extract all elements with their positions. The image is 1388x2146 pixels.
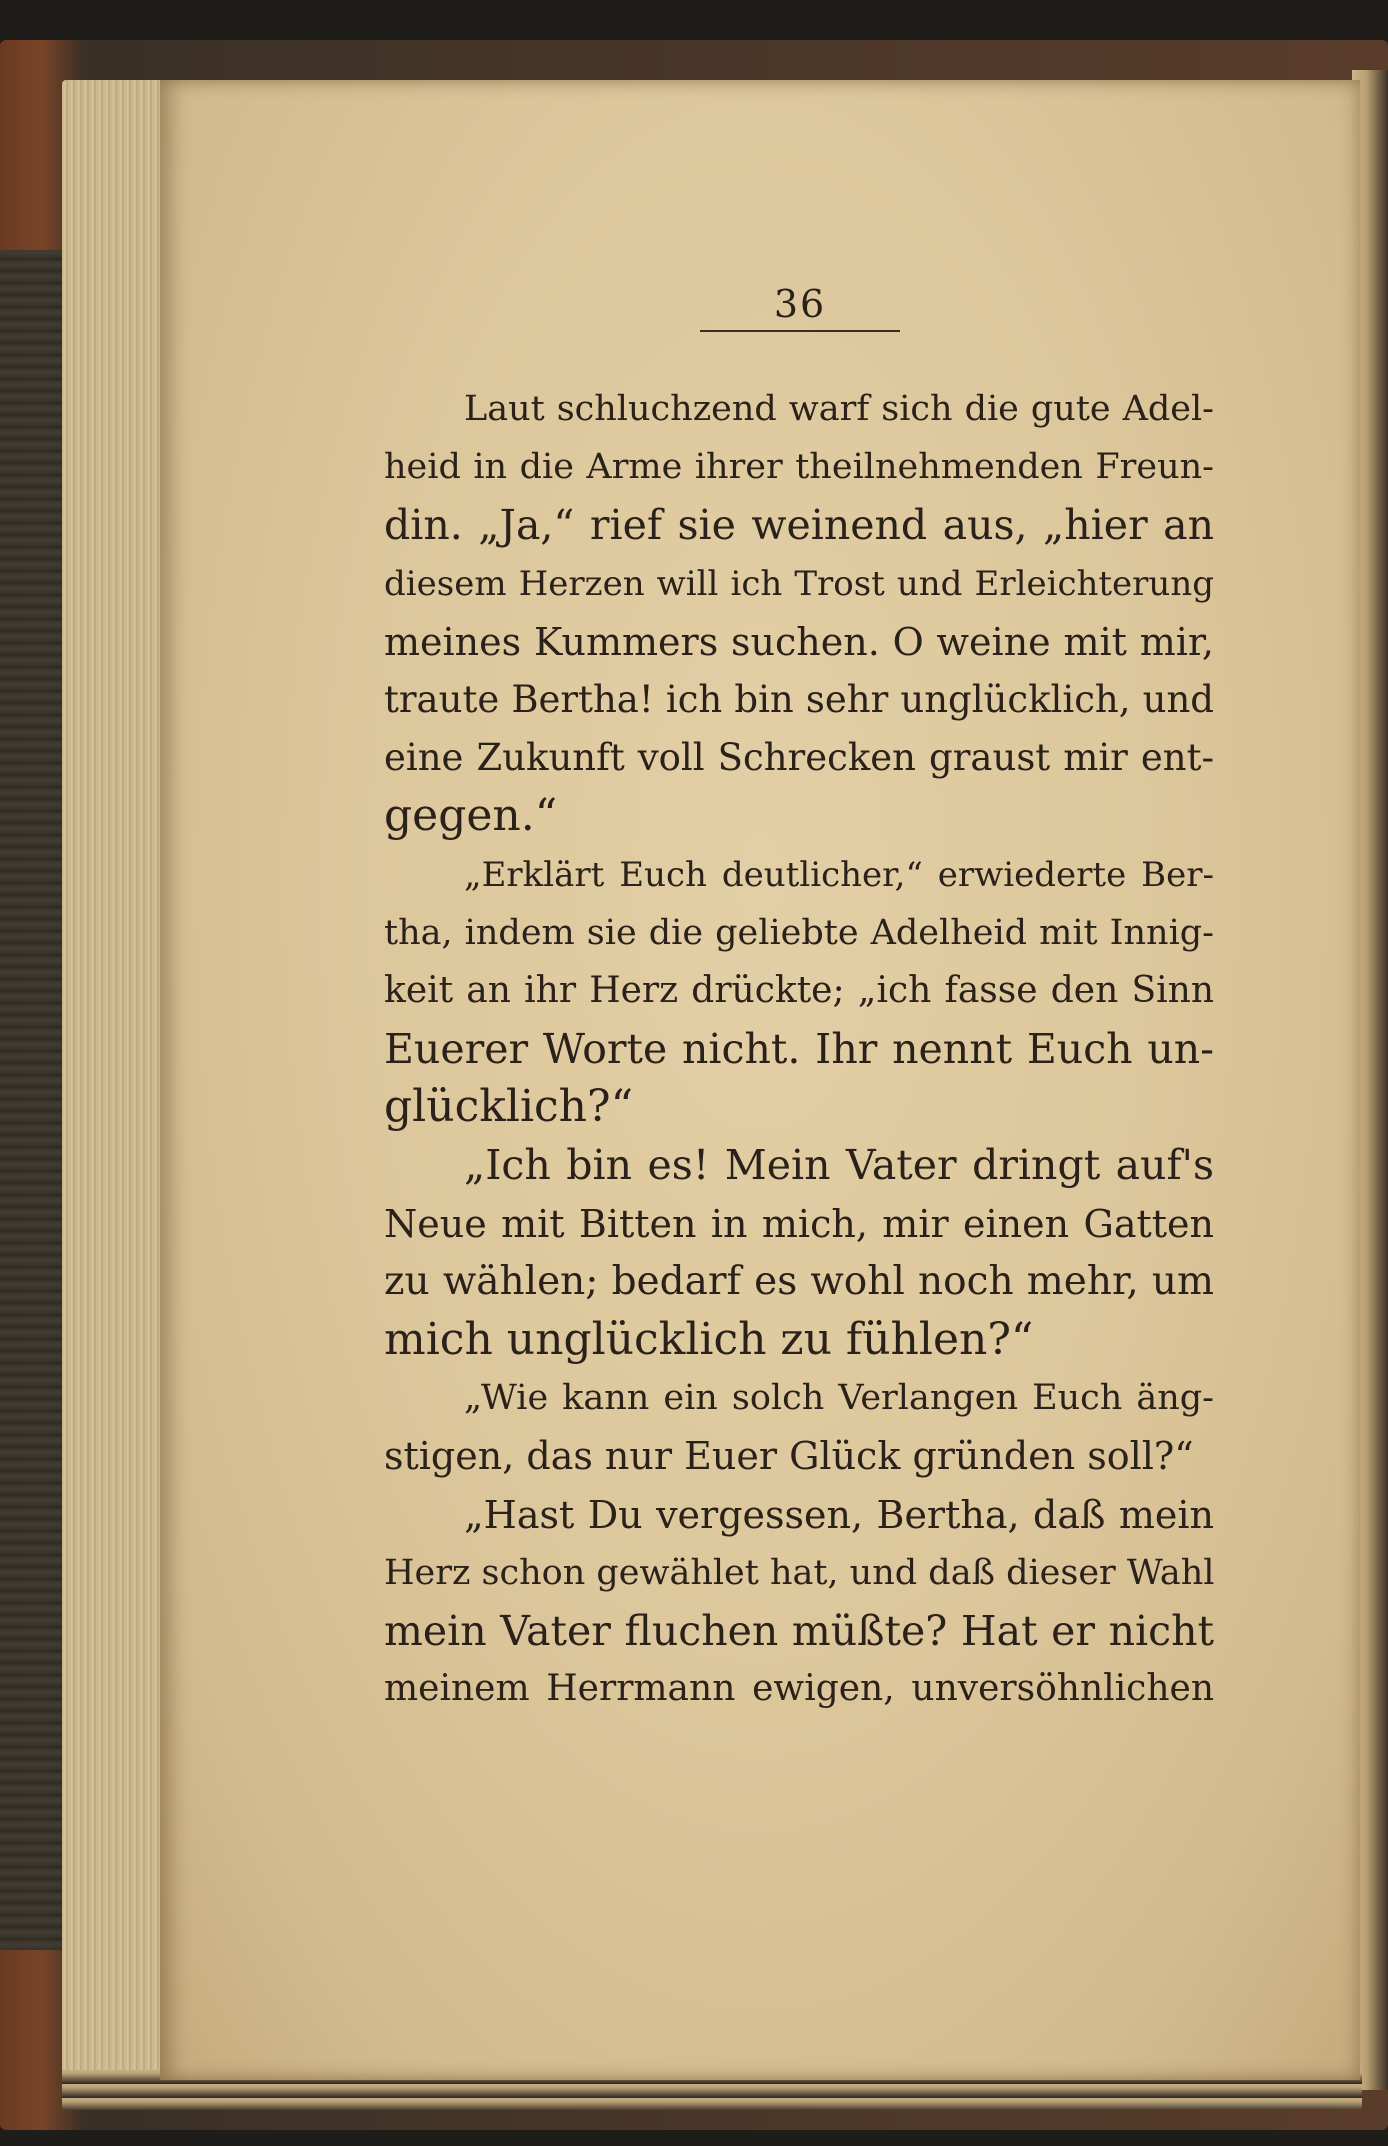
book-spine-edge [0, 250, 70, 1950]
text-line: meines Kummers suchen. O weine mit mir, [384, 619, 1214, 664]
text-line: Herz schon gewählet hat, und daß dieser Wahl [384, 1552, 1215, 1593]
text-line: traute Bertha! ich bin sehr unglücklich, und [384, 677, 1214, 721]
text-line: tha, indem sie die geliebte Adelheid mit Innig- [384, 912, 1214, 953]
text-line: „Wie kann ein solch Verlangen Euch äng- [464, 1378, 1214, 1419]
text-line: „Erklärt Euch deutlicher,“ erwiederte Ber- [464, 854, 1214, 895]
text-line: zu wählen; bedarf es wohl noch mehr, um [384, 1258, 1214, 1304]
text-line: din. „Ja,“ rief sie weinend aus, „hier an [384, 501, 1214, 550]
text-line: „Ich bin es! Mein Vater dringt auf's [464, 1141, 1214, 1190]
body-text [384, 380, 1214, 1718]
text-line: gegen.“ [384, 790, 558, 842]
text-line: stigen, das nur Euer Glück gründen soll?“ [384, 1434, 1194, 1479]
text-line: Laut schluchzend warf sich die gute Adel- [464, 389, 1214, 429]
text-line: keit an ihr Herz drückte; „ich fasse den Sinn [384, 969, 1214, 1011]
text-line: heid in die Arme ihrer theilnehmenden Freun- [384, 447, 1214, 488]
header-rule [700, 330, 900, 332]
text-line: Euerer Worte nicht. Ihr nennt Euch un- [384, 1025, 1214, 1074]
text-line: „Hast Du vergessen, Bertha, daß mein [464, 1492, 1214, 1537]
text-line: meinem Herrmann ewigen, unversöhnlichen [384, 1668, 1214, 1710]
page-stack-left [62, 80, 172, 2080]
text-line: mein Vater fluchen müßte? Hat er nicht [384, 1606, 1214, 1655]
text-line: eine Zukunft voll Schrecken graust mir ent- [384, 736, 1214, 780]
text-line: mich unglücklich zu fühlen?“ [384, 1314, 1034, 1365]
text-line: Neue mit Bitten in mich, mir einen Gatten [384, 1201, 1214, 1246]
page-number: 36 [773, 282, 827, 326]
text-line: diesem Herzen will ich Trost und Erleichterung [384, 563, 1214, 604]
text-line: glücklich?“ [384, 1081, 634, 1133]
